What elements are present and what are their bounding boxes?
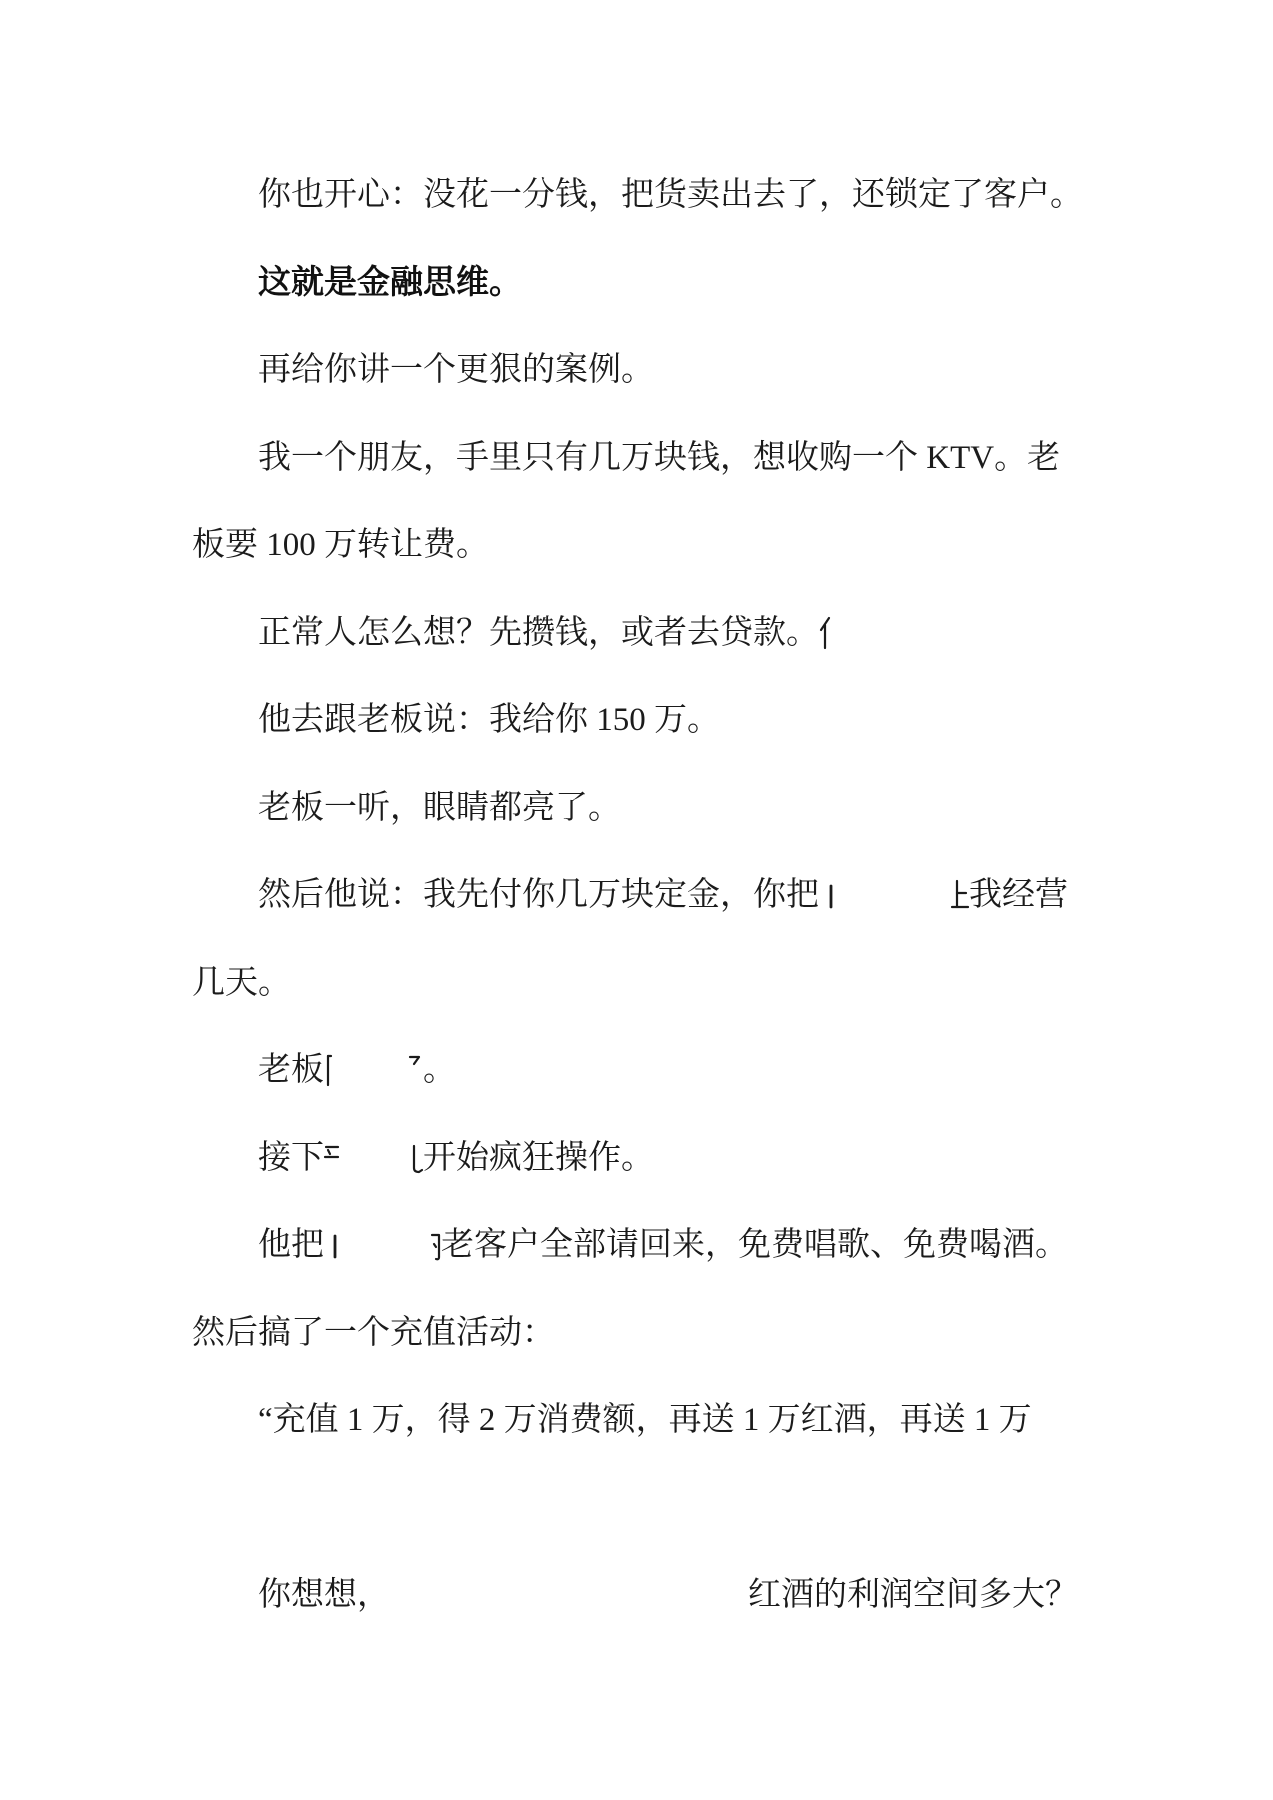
text-line	[0, 240, 1273, 328]
text-line	[0, 1552, 1273, 1640]
text-line	[0, 327, 1273, 415]
text-line	[0, 1115, 1273, 1203]
text-line	[0, 1027, 1273, 1115]
text-line	[0, 590, 1273, 678]
glyph-fragment	[325, 1054, 332, 1087]
glyph-fragment	[819, 616, 833, 649]
text-line	[0, 940, 1273, 1028]
paragraph-text-after-gap: 红酒的利润空间多大？	[748, 1577, 1078, 1614]
paragraph-text: 正常人怎么想？先攒钱，或者去贷款。	[258, 614, 819, 651]
paragraph-text-after-gap: 老客户全部请回来，免费唱歌、免费喝酒。	[441, 1227, 1068, 1264]
quoted-text: “充值 1 万，得 2 万消费额，再送 1 万红酒，再送 1 万	[258, 1402, 1032, 1439]
paragraph-text-after-gap: 开始疯狂操作。	[423, 1139, 654, 1176]
glyph-fragment	[408, 1055, 422, 1069]
paragraph-text: 老板一听，眼睛都亮了。	[258, 789, 621, 826]
paragraph-text-before-gap: 老板	[258, 1052, 324, 1089]
paragraph-text: 然后搞了一个充值活动：	[192, 1314, 555, 1351]
paragraph-text: 我一个朋友，手里只有几万块钱，想收购一个 KTV。老	[258, 439, 1061, 476]
text-line	[0, 765, 1273, 853]
paragraph-text: 板要 100 万转让费。	[192, 527, 489, 564]
paragraph-text-after-gap: 我经营	[969, 877, 1068, 914]
text-line	[0, 1290, 1273, 1378]
paragraph-text-after-gap: 。	[423, 1052, 456, 1089]
paragraph-text: 你也开心：没花一分钱，把货卖出去了，还锁定了客户。	[258, 177, 1083, 214]
paragraph-text-before-gap: 他把	[258, 1227, 324, 1264]
paragraph-text: 再给你讲一个更狠的案例。	[258, 352, 654, 389]
paragraph-text-before-gap: 然后他说：我先付你几万块定金，你把	[258, 877, 819, 914]
glyph-fragment	[332, 1235, 340, 1258]
text-line	[0, 152, 1273, 240]
text-line	[0, 677, 1273, 765]
paragraph-text: 他去跟老板说：我给你 150 万。	[258, 702, 720, 739]
emphasis-heading: 这就是金融思维。	[258, 264, 522, 301]
paragraph-text-before-gap: 接下	[258, 1139, 324, 1176]
text-line	[0, 852, 1273, 940]
glyph-fragment	[410, 1142, 424, 1175]
text-line	[0, 1377, 1273, 1465]
text-line	[0, 415, 1273, 503]
glyph-fragment	[951, 879, 969, 910]
glyph-fragment	[324, 1142, 339, 1172]
paragraph-text: 几天。	[192, 964, 291, 1001]
text-line	[0, 502, 1273, 590]
text-line	[0, 1202, 1273, 1290]
glyph-fragment	[828, 885, 836, 908]
paragraph-text-before-gap: 你想想，	[258, 1577, 390, 1614]
